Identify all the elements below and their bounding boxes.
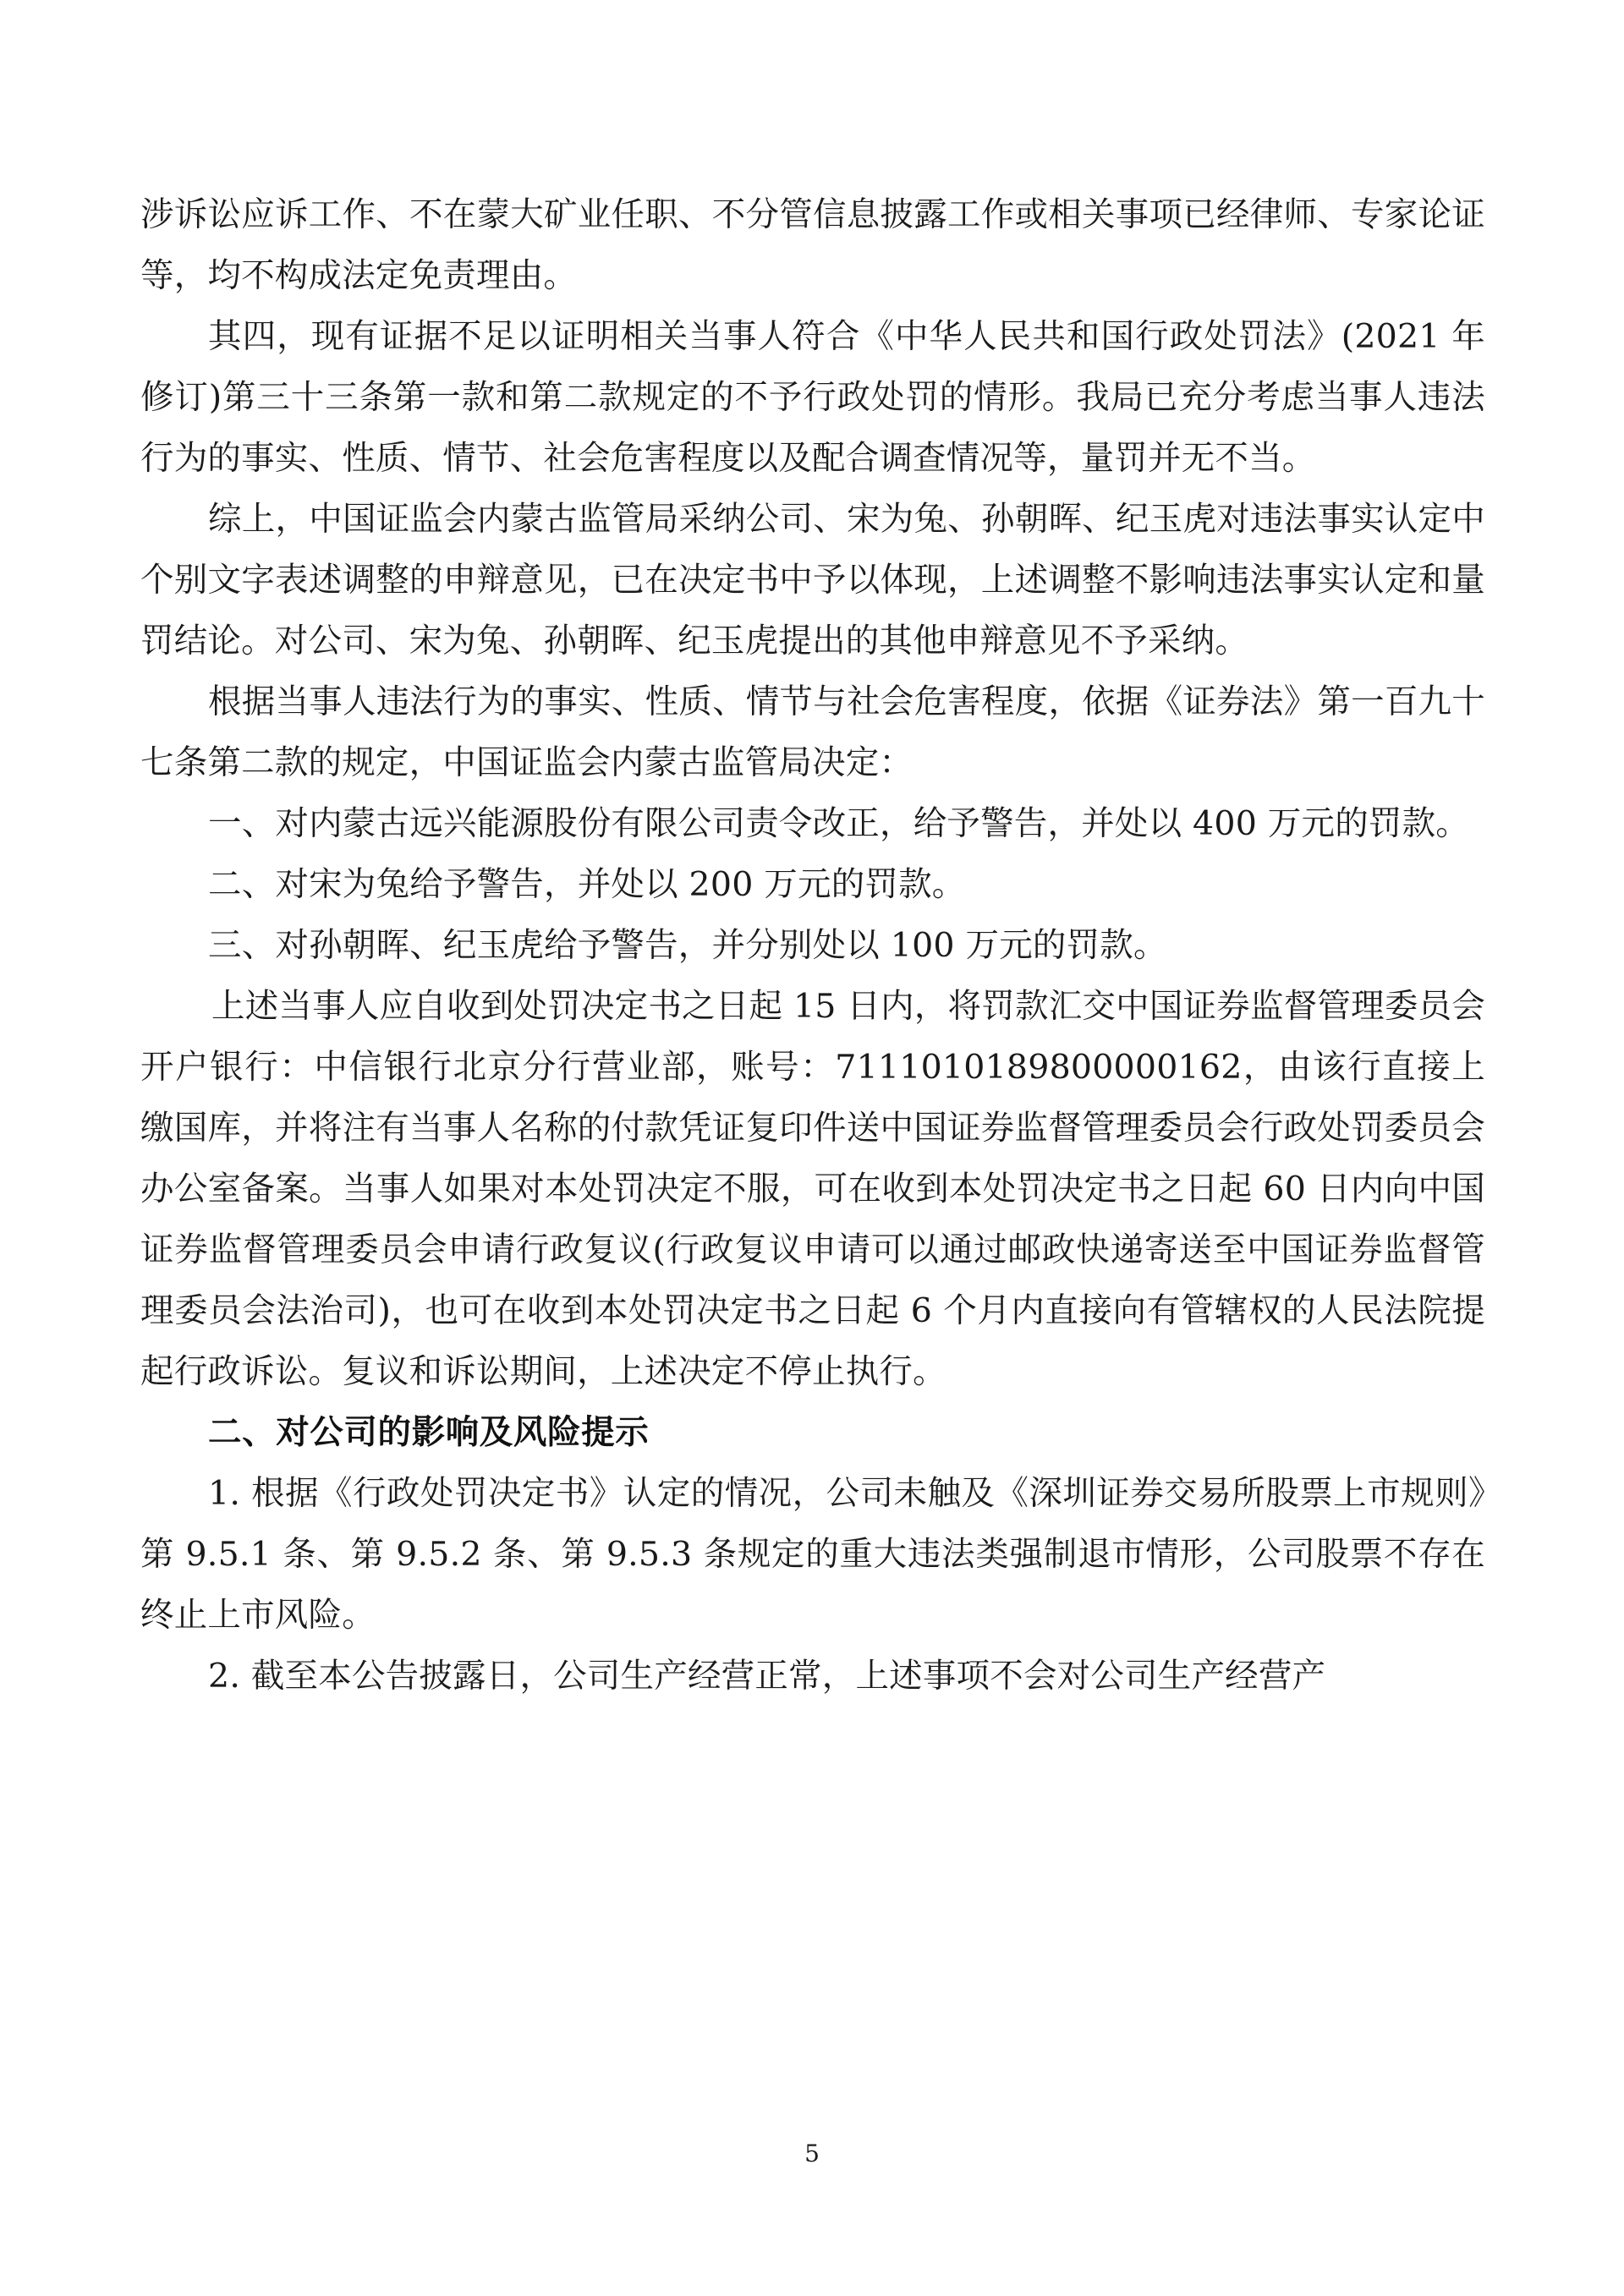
paragraph-impact-item-1: 1. 根据《行政处罚决定书》认定的情况，公司未触及《深圳证券交易所股票上市规则》第 9.5.1 条、第 9.5.2 条、第 9.5.3 条规定的重大违法类强制退市情形，公司股票不存在终止上市风险。 (140, 1474, 1485, 1635)
page-content-column (140, 184, 1485, 1707)
page-number: 5 (804, 2140, 820, 2167)
paragraph-penalty-item-3: 三、对孙朝晖、纪玉虎给予警告，并分别处以 100 万元的罚款。 (208, 926, 1167, 965)
paragraph-fourth-evidence: 其四，现有证据不足以证明相关当事人符合《中华人民共和国行政处罚法》(2021 年修订)第三十三条第一款和第二款规定的不予行政处罚的情形。我局已充分考虑当事人违法行为的事实、性质、情节、社会危害程度以及配合调查情况等，量罚并无不当。 (140, 317, 1485, 478)
paragraph-payment-and-remedy: 上述当事人应自收到处罚决定书之日起 15 日内，将罚款汇交中国证券监督管理委员会开户银行：中信银行北京分行营业部，账号：7111010189800000162，由该行直接上缴国库，并将注有当事人名称的付款凭证复印件送中国证券监督管理委员会行政处罚委员会办公室备案。当事人如果对本处罚决定不服，可在收到本处罚决定书之日起 60 日内向中国证券监督管理委员会申请行政复议(行政复议申请可以通过邮政快递寄送至中国证券监督管理委员会法治司)，也可在收到本处罚决定书之日起 6 个月内直接向有管辖权的人民法院提起行政诉讼。复议和诉讼期间，上述决定不停止执行。 (140, 987, 1485, 1391)
paragraph-summary-adoption: 综上，中国证监会内蒙古监管局采纳公司、宋为兔、孙朝晖、纪玉虎对违法事实认定中个别文字表述调整的申辩意见，已在决定书中予以体现，上述调整不影响违法事实认定和量罚结论。对公司、宋为兔、孙朝晖、纪玉虎提出的其他申辩意见不予采纳。 (140, 500, 1485, 660)
paragraph-legal-basis-decision: 根据当事人违法行为的事实、性质、情节与社会危害程度，依据《证券法》第一百九十七条第二款的规定，中国证监会内蒙古监管局决定： (140, 682, 1485, 782)
section-heading-impact-and-risk: 二、对公司的影响及风险提示 (208, 1413, 650, 1452)
paragraph-penalty-item-1: 一、对内蒙古远兴能源股份有限公司责令改正，给予警告，并处以 400 万元的罚款。 (208, 804, 1470, 843)
paragraph-continued-exemption: 涉诉讼应诉工作、不在蒙大矿业任职、不分管信息披露工作或相关事项已经律师、专家论证等，均不构成法定免责理由。 (140, 195, 1485, 295)
paragraph-penalty-item-2: 二、对宋为兔给予警告，并处以 200 万元的罚款。 (208, 865, 966, 904)
paragraph-impact-item-2: 2. 截至本公告披露日，公司生产经营正常，上述事项不会对公司生产经营产 (208, 1657, 1326, 1696)
